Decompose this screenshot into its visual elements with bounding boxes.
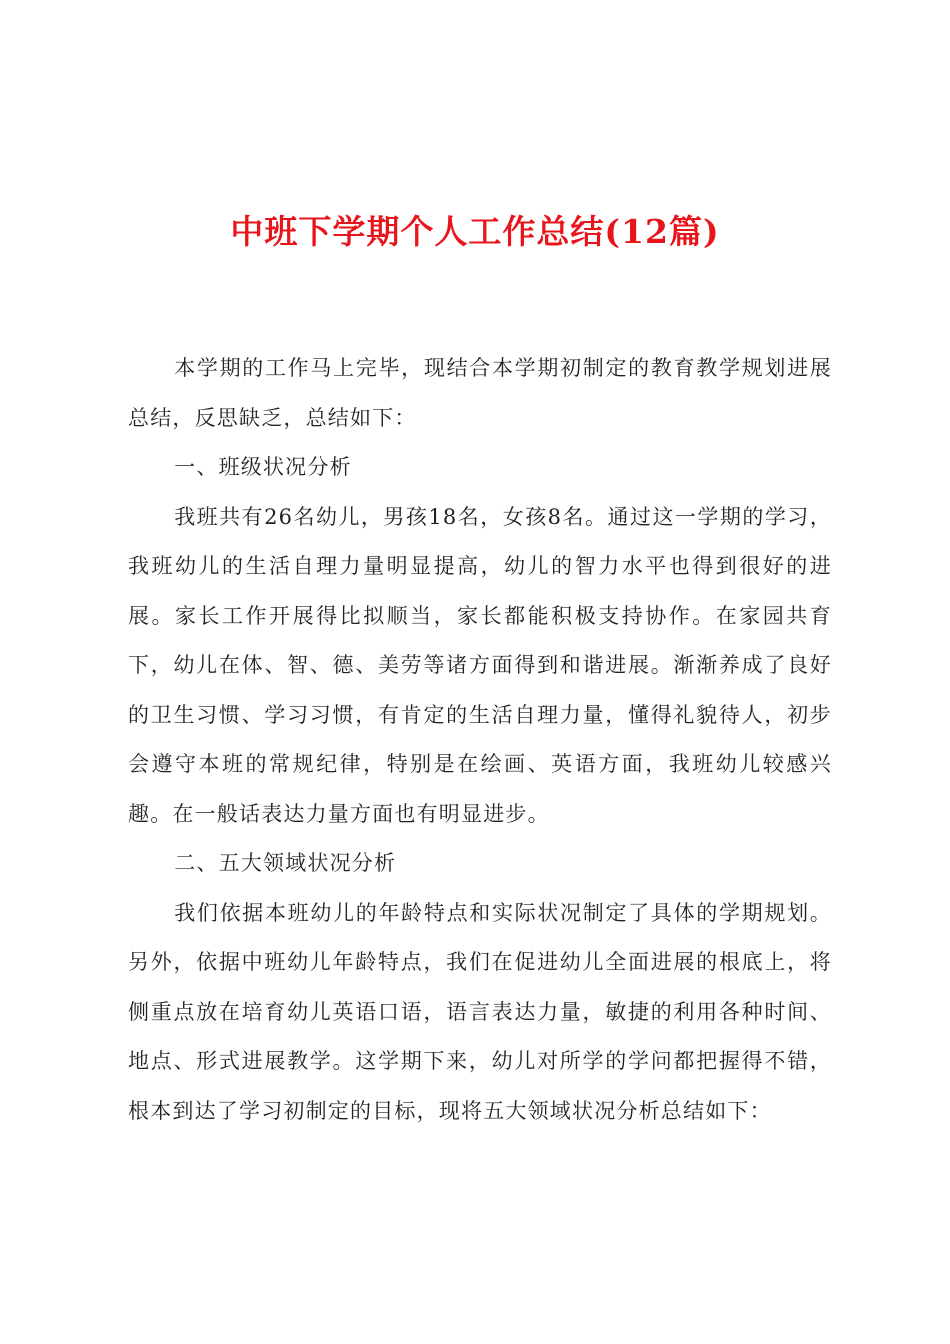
section-heading-five-domains: 二、五大领域状况分析: [174, 851, 397, 875]
document-body: [128, 344, 832, 1136]
paragraph-class-analysis: 我班共有26名幼儿，男孩18名，女孩8名。通过这一学期的学习，我班幼儿的生活自理力量明显提高，幼儿的智力水平也得到很好的进展。家长工作开展得比拟顺当，家长都能积极支持协作。在家园共育下，幼儿在体、智、德、美劳等诸方面得到和谐进展。渐渐养成了良好的卫生习惯、学习习惯，有肯定的生活自理力量，懂得礼貌待人，初步会遵守本班的常规纪律，特别是在绘画、英语方面，我班幼儿较感兴趣。在一般话表达力量方面也有明显进步。: [128, 504, 832, 826]
document-title: 中班下学期个人工作总结(12篇): [230, 212, 720, 251]
paragraph-intro: 本学期的工作马上完毕，现结合本学期初制定的教育教学规划进展总结，反思缺乏，总结如下：: [128, 356, 832, 430]
section-heading-class-analysis: 一、班级状况分析: [174, 455, 352, 479]
paragraph-five-domains: 我们依据本班幼儿的年龄特点和实际状况制定了具体的学期规划。另外，依据中班幼儿年龄特点，我们在促进幼儿全面进展的根底上，将侧重点放在培育幼儿英语口语，语言表达力量，敏捷的利用各种时间、地点、形式进展教学。这学期下来，幼儿对所学的学问都把握得不错，根本到达了学习初制定的目标，现将五大领域状况分析总结如下：: [128, 900, 832, 1123]
